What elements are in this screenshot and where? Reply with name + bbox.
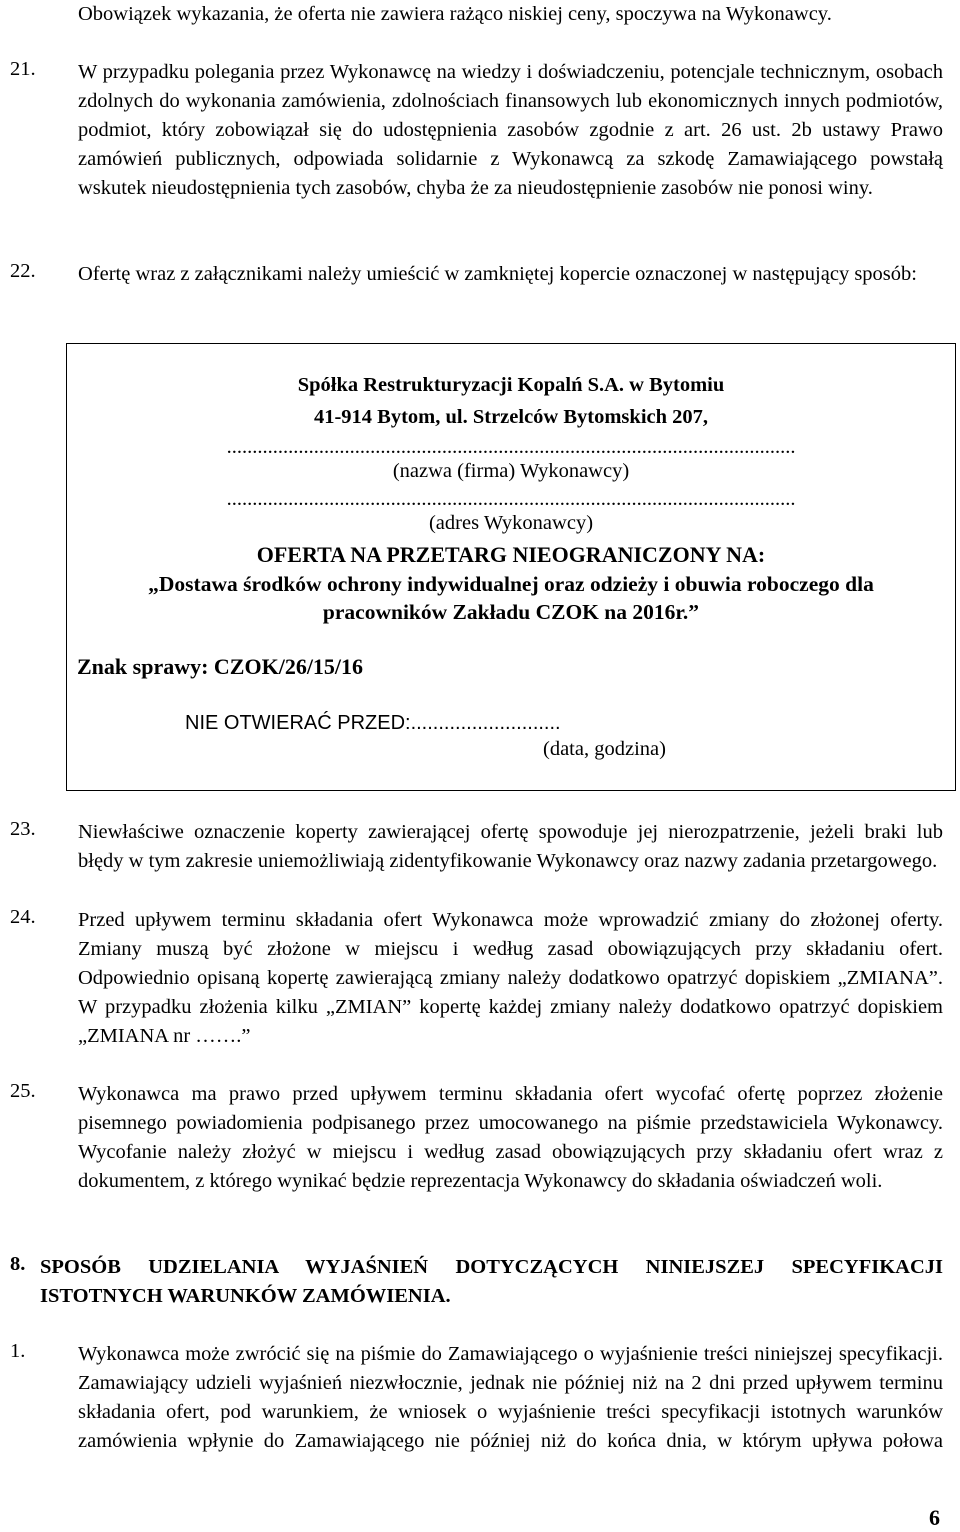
intro-text: Obowiązek wykazania, że oferta nie zawiera rażąco niskiej ceny, spoczywa na Wykonawcy.	[78, 3, 832, 25]
section-title: SPOSÓB UDZIELANIA WYJAŚNIEŃ DOTYCZĄCYCH NINIEJSZEJ SPECYFIKACJI ISTOTNYCH WARUNKÓW ZAMÓWIENIA.	[40, 1256, 943, 1307]
envelope-company: Spółka Restrukturyzacji Kopalń S.A. w Bytomiu	[297, 374, 725, 396]
envelope-subject-line2: pracowników Zakładu CZOK na 2016r.”	[322, 600, 700, 624]
envelope-name-hint: (nazwa (firma) Wykonawcy)	[392, 460, 630, 482]
envelope-case-ref: Znak sprawy: CZOK/26/15/16	[77, 654, 364, 679]
envelope-date-hint: (data, godzina)	[543, 738, 666, 760]
list-item-text: Niewłaściwe oznaczenie koperty zawierającej ofertę spowoduje jej nierozpatrzenie, jeżeli braki lub błędy w tym zakresie uniemożliwiają zidentyfikowanie Wykonawcy oraz nazwy zadania przetargowego.	[78, 821, 943, 872]
list-item-text: Wykonawca może zwrócić się na piśmie do Zamawiającego o wyjaśnienie treści niniejszej specyfikacji. Zamawiający udzieli wyjaśnień niezwłocznie, jednak nie później niż na 2 dni przed upływem terminu składania ofert, pod warunkiem, że wniosek o wyjaśnienie treści specyfikacji istotnych warunków zamówienia wpłynie do Zamawiającego nie później niż do końca dnia, w którym upływa połowa	[78, 1343, 943, 1452]
list-item-number: 23.	[10, 818, 36, 840]
envelope-offer-title: OFERTA NA PRZETARG NIEOGRANICZONY NA:	[256, 542, 766, 567]
list-item-number: 21.	[10, 58, 36, 80]
envelope-label-box	[66, 343, 956, 791]
list-item-number: 25.	[10, 1080, 36, 1102]
page-number: 6	[929, 1505, 940, 1530]
list-item-text: Wykonawca ma prawo przed upływem terminu składania ofert wycofać ofertę poprzez złożenie pisemnego powiadomienia podpisanego przez umocowanego na piśmie przedstawiciela Wykonawcy. Wycofanie należy złożyć w miejscu i według zasad obowiązujących przy składaniu ofert wraz z dokumentem, z którego wynikać będzie reprezentacja Wykonawcy do składania oświadczeń woli.	[78, 1083, 943, 1192]
envelope-address-hint: (adres Wykonawcy)	[428, 512, 594, 534]
envelope-dots-name: ...............................................................................................................	[226, 436, 796, 458]
list-item-text: Przed upływem terminu składania ofert Wykonawca może wprowadzić zmiany do złożonej oferty. Zmiany muszą być złożone w miejscu i według zasad obowiązujących przy składaniu ofert. Odpowiednio opisaną kopertę zawierającą zmiany należy dodatkowo opatrzyć dopiskiem „ZMIANA”. W przypadku złożenia kilku „ZMIAN” kopertę każdej zmiany należy dodatkowo opatrzyć dopiskiem „ZMIANA nr …….”	[78, 909, 943, 1047]
envelope-subject-line1: „Dostawa środków ochrony indywidualnej oraz odzieży i obuwia roboczego dla	[148, 572, 874, 596]
list-item-number: 1.	[10, 1340, 26, 1362]
list-item-text: Ofertę wraz z załącznikami należy umieścić w zamkniętej kopercie oznaczonej w następujący sposób:	[78, 263, 917, 285]
list-item-text: W przypadku polegania przez Wykonawcę na wiedzy i doświadczeniu, potencjale technicznym, osobach zdolnych do wykonania zamówienia, zdolnościach finansowych lub ekonomicznych innych podmiotów, podmiot, który zobowiązał się do udostępnienia zasobów zgodnie z art. 26 ust. 2b ustawy Prawo zamówień publicznych, odpowiada solidarnie z Wykonawcą za szkodę Zamawiającego powstałą wskutek nieudostępnienia tych zasobów, chyba że za nieudostępnienie zasobów nie ponosi winy.	[78, 61, 943, 199]
list-item-number: 22.	[10, 260, 36, 282]
envelope-dots-address: ...............................................................................................................	[226, 488, 796, 510]
section-number: 8.	[10, 1253, 26, 1275]
envelope-address: 41-914 Bytom, ul. Strzelców Bytomskich 207,	[313, 406, 709, 428]
list-item-number: 24.	[10, 906, 36, 928]
envelope-do-not-open: NIE OTWIERAĆ PRZED:...........................	[185, 712, 561, 734]
